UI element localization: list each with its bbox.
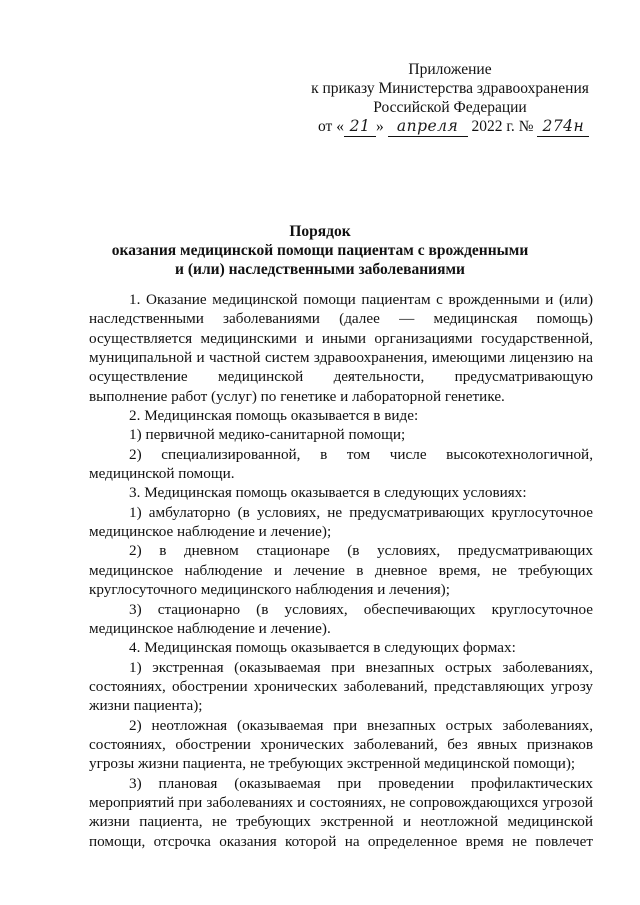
open-quote: « (336, 118, 344, 135)
appendix-country: Российской Федерации (373, 99, 527, 116)
handwritten-day: 21 (349, 117, 371, 135)
title-line-1: Порядок (289, 223, 351, 240)
paragraph-8: 3) стационарно (в условиях, обеспечивающих круглосуточное медицинское наблюдение и лечение). (89, 600, 593, 637)
paragraph-6: 1) амбулаторно (в условиях, не предусматривающих круглосуточное медицинское наблюдение и лечение); (89, 503, 593, 541)
document-body (89, 290, 593, 851)
paragraph-12: 3) плановая (оказываемая при проведении профилактических мероприятий при заболеваниях и состояниях, не сопровождающихся угрозой жизни пациента, не требующих экстренной и неотложной медицинской помощи, отсрочка оказания которой на определенное время не повлечет (89, 774, 593, 850)
number-sign: № (518, 118, 534, 135)
paragraph-7: 2) в дневном стационаре (в условиях, предусматривающих медицинское наблюдение и лечение в дневное время, не требующих круглосуточного медицинского наблюдения и лечения); (89, 542, 593, 599)
close-quote: » (375, 118, 384, 135)
appendix-date-line (300, 117, 600, 137)
paragraph-9: 4. Медицинская помощь оказывается в следующих формах: (129, 639, 516, 657)
document-title (80, 222, 560, 279)
paragraph-4: 2) специализированной, в том числе высокотехнологичной, медицинской помощи. (89, 445, 593, 483)
from-label: от (318, 118, 333, 135)
appendix-header (300, 60, 600, 137)
paragraph-3: 1) первичной медико-санитарной помощи; (129, 426, 406, 444)
paragraph-2: 2. Медицинская помощь оказывается в виде: (129, 407, 419, 425)
paragraph-5: 3. Медицинская помощь оказывается в следующих условиях: (129, 484, 527, 502)
paragraph-1: 1. Оказание медицинской помощи пациентам с врожденными и (или) наследственными заболеваниями (далее — медицинская помощь) осуществляется медицинскими и иными организациями государственной, муниципальной и частной систем здравоохранения, имеющими лицензию на осуществление медицинской деятельности, предусматривающую выполнение работ (услуг) по генетике и лабораторной генетике. (89, 291, 593, 405)
appendix-order-ref: к приказу Министерства здравоохранения (311, 80, 589, 97)
paragraph-11: 2) неотложная (оказываемая при внезапных острых заболеваниях, состояниях, обострении хронических заболеваний, без явных признаков угрозы жизни пациента, не требующих экстренной медицинской помощи); (89, 716, 593, 773)
paragraph-10: 1) экстренная (оказываемая при внезапных острых заболеваниях, состояниях, обострении хронических заболеваний, представляющих угрозу жизни пациента); (89, 658, 593, 715)
handwritten-month: апреля (396, 117, 459, 135)
title-line-3: и (или) наследственными заболеваниями (175, 261, 465, 278)
appendix-label: Приложение (408, 61, 492, 78)
year-text: 2022 г. (471, 118, 515, 135)
handwritten-number: 274н (542, 117, 585, 135)
title-line-2: оказания медицинской помощи пациентам с врожденными (111, 242, 529, 259)
